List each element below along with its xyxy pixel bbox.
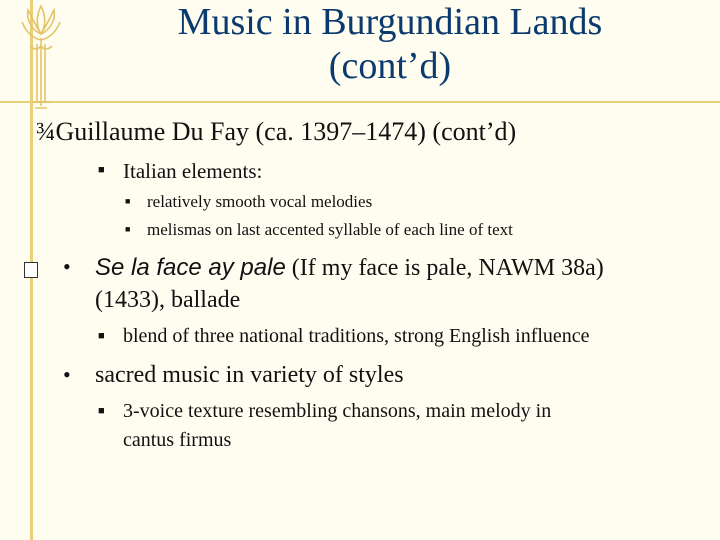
ballade-rest: (If my face is pale, NAWM 38a) — [285, 255, 604, 281]
square-bullet-icon: ■ — [125, 224, 131, 234]
ballade-title: Se la face ay pale — [95, 254, 286, 281]
square-bullet-icon: ■ — [98, 164, 105, 176]
italian-item-2: melismas on last accented syllable of each line of text — [147, 220, 513, 239]
sacred-sub-line-2: cantus firmus — [123, 429, 232, 451]
square-bullet-icon: ■ — [98, 405, 105, 417]
dot-bullet-icon: • — [63, 362, 71, 387]
square-bullet-icon: ■ — [125, 196, 131, 206]
italian-label: Italian elements: — [123, 159, 263, 183]
title-line-1: Music in Burgundian Lands — [177, 1, 603, 43]
slide-title — [100, 0, 680, 88]
square-bullet-icon: ■ — [98, 330, 105, 342]
horizontal-gold-rule — [0, 101, 720, 103]
sacred-text: sacred music in variety of styles — [95, 362, 404, 388]
heading-text: Guillaume Du Fay (ca. 1397–1474) (cont’d) — [55, 117, 517, 146]
sacred-sub-line-1: 3-voice texture resembling chansons, main melody in — [123, 400, 552, 422]
ballade-line-1 — [95, 253, 604, 283]
fraction-bullet-icon: ¾ — [36, 117, 56, 146]
heading-item — [36, 117, 516, 147]
ballade-sub: blend of three national traditions, strong English influence — [123, 325, 590, 347]
fleur-ornament-icon — [18, 2, 64, 110]
empty-box-icon — [24, 262, 38, 278]
dot-bullet-icon: • — [63, 254, 71, 279]
ballade-line-2: (1433), ballade — [95, 287, 241, 313]
italian-item-1: relatively smooth vocal melodies — [147, 192, 373, 211]
title-line-2: (cont’d) — [328, 45, 452, 87]
